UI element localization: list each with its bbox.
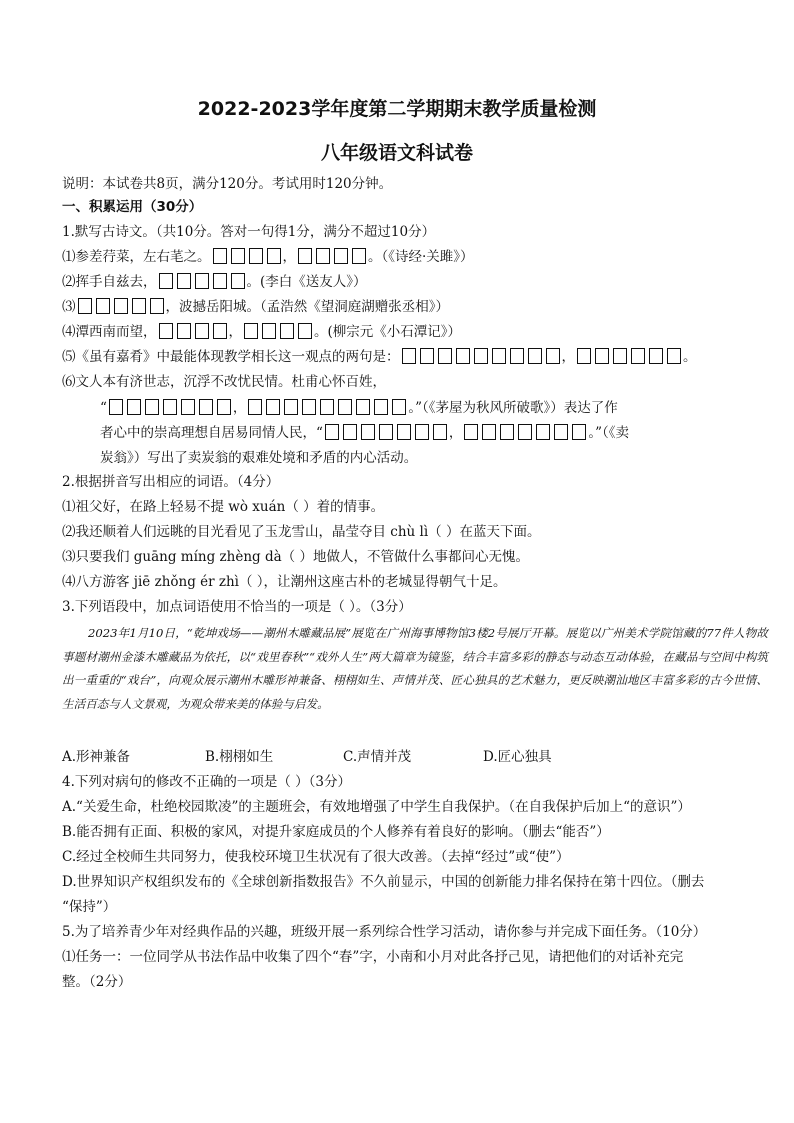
answer-boxes[interactable] <box>76 299 166 315</box>
q4-option-b[interactable]: B.能否拥有正面、积极的家风，对提升家庭成员的个人修养有着良好的影响。（删去“能否”） <box>62 824 610 840</box>
q1-item-5 <box>62 347 697 367</box>
answer-boxes[interactable] <box>296 249 368 265</box>
q1-5-post: 。 <box>683 349 697 365</box>
answer-boxes[interactable] <box>246 400 408 416</box>
q1-6-line3-pre: 者心中的崇高理想自居易同情人民，“ <box>100 425 323 441</box>
q3-option-b[interactable]: B.栩栩如生 <box>205 749 274 765</box>
q2-item-3: ⑶只要我们 guāng míng zhèng dà（ ）地做人，不管做什么事都问心无愧。 <box>62 549 529 565</box>
q1-item-6-line4: 炭翁》）写出了卖炭翁的艰难处境和矛盾的内心活动。 <box>100 450 418 466</box>
answer-boxes[interactable] <box>157 324 229 340</box>
answer-boxes[interactable] <box>107 400 233 416</box>
q1-item-2 <box>62 272 367 292</box>
q1-item-6-line3 <box>100 423 629 443</box>
q1-1-pre: ⑴参差荇菜，左右芼之。 <box>62 249 211 265</box>
q1-item-4 <box>62 322 461 342</box>
q3-stem: 3.下列语段中，加点词语使用不恰当的一项是（ ）。（3分） <box>62 599 412 615</box>
q5-task1-line2: 整。（2分） <box>62 974 132 990</box>
q2-item-4: ⑷八方游客 jiē zhǒng ér zhì（ ），让潮州这座古朴的老城显得朝气十足。 <box>62 574 507 590</box>
exam-title: 2022-2023学年度第二学期期末教学质量检测 <box>197 98 597 120</box>
q1-6-sep: ， <box>232 400 247 416</box>
section-heading: 一、积累运用（30分） <box>62 199 203 215</box>
answer-boxes[interactable] <box>157 274 247 290</box>
q2-stem: 2.根据拼音写出相应的词语。（4分） <box>62 474 280 490</box>
q1-2-post: 。(李白《送友人》） <box>246 274 367 290</box>
q2-item-1: ⑴祖父好，在路上轻易不提 wò xuán（ ）着的情事。 <box>62 499 385 515</box>
q4-stem: 4.下列对病句的修改不正确的一项是（ ）（3分） <box>62 774 352 790</box>
q1-3-pre: ⑶ <box>62 299 76 315</box>
q5-task1-line1: ⑴任务一：一位同学从书法作品中收集了四个“春”字，小南和小月对此各抒己见，请把他们的对话补充完 <box>62 949 684 965</box>
q1-5-pre: ⑸《虽有嘉肴》中最能体现教学相长这一观点的两句是： <box>62 349 400 365</box>
q4-option-c[interactable]: C.经过全校师生共同努力，使我校环境卫生状况有了很大改善。（去掉“经过”或“使”） <box>62 849 570 865</box>
answer-boxes[interactable] <box>575 349 683 365</box>
q1-6-open-quote: “ <box>100 400 107 416</box>
exam-subtitle: 八年级语文科试卷 <box>320 142 473 164</box>
q1-stem: 1.默写古诗文。（共10分。答对一句得1分，满分不超过10分） <box>62 224 436 240</box>
q1-1-sep: ， <box>282 249 296 265</box>
q1-6-line3-post: 。”（《卖 <box>588 425 630 441</box>
q3-option-a[interactable]: A.形神兼备 <box>62 749 131 765</box>
answer-boxes[interactable] <box>242 324 314 340</box>
answer-boxes[interactable] <box>211 249 283 265</box>
instructions: 说明：本试卷共8页，满分120分。考试用时120分钟。 <box>62 176 393 192</box>
q1-1-post: 。（《诗经·关雎》） <box>368 249 474 265</box>
q1-item-6-line1: ⑹文人本有济世志，沉浮不改忧民情。杜甫心怀百姓， <box>62 374 386 390</box>
q1-item-1 <box>62 247 474 267</box>
q3-option-d[interactable]: D.匠心独具 <box>483 749 552 765</box>
q4-option-d-line2[interactable]: “保持”） <box>62 899 117 915</box>
q1-6-sep2: ， <box>448 425 463 441</box>
q1-4-sep: ， <box>228 324 242 340</box>
q5-stem: 5.为了培养青少年对经典作品的兴趣，班级开展一系列综合性学习活动，请你参与并完成下面任务。（10分） <box>62 924 707 940</box>
q3-option-c[interactable]: C.声情并茂 <box>343 749 412 765</box>
q2-item-2: ⑵我还顺着人们远眺的目光看见了玉龙雪山，晶莹夺目 chù lì（ ）在蓝天下面。 <box>62 524 541 540</box>
answer-boxes[interactable] <box>323 425 449 441</box>
q1-item-3 <box>62 297 449 317</box>
answer-boxes[interactable] <box>400 349 562 365</box>
q3-passage: 2023年1月10日，“乾坤戏场——潮州木雕藏品展”展览在广州海事博物馆3楼2号展厅开幕。展览以广州美术学院馆藏的77件人物故事题材潮州金漆木雕藏品为依托，以“戏里春秋”“戏外人生”两大篇章为镜鉴，结合丰富多彩的静态与动态互动体验，在藏品与空间中构筑出一重重的“戏台”，向观众展示潮州木雕形神兼备、栩栩如生、声情并茂、匠心独具的艺术魅力，更反映潮汕地区丰富多彩的古今世情、生活百态与人文景观，为观众带来美的体验与启发。 <box>62 626 768 711</box>
q4-option-d-line1[interactable]: D.世界知识产权组织发布的《全球创新指数报告》不久前显示，中国的创新能力排名保持在第十四位。（删去 <box>62 874 705 890</box>
q1-2-pre: ⑵挥手自兹去， <box>62 274 157 290</box>
q1-4-pre: ⑷潭西南而望， <box>62 324 157 340</box>
q1-6-mid: 。”（《茅屋为秋风所破歌》）表达了作 <box>408 400 618 416</box>
q1-5-sep: ， <box>561 349 575 365</box>
q1-item-6-line2 <box>100 398 618 418</box>
q1-4-post: 。(柳宗元《小石潭记》） <box>314 324 462 340</box>
q1-3-post: ，波撼岳阳城。（孟浩然《望洞庭湖赠张丞相》） <box>165 299 449 315</box>
q4-option-a[interactable]: A.“关爱生命，杜绝校园欺凌”的主题班会，有效地增强了中学生自我保护。（在自我保护后加上“的意识”） <box>62 799 691 815</box>
answer-boxes[interactable] <box>462 425 588 441</box>
